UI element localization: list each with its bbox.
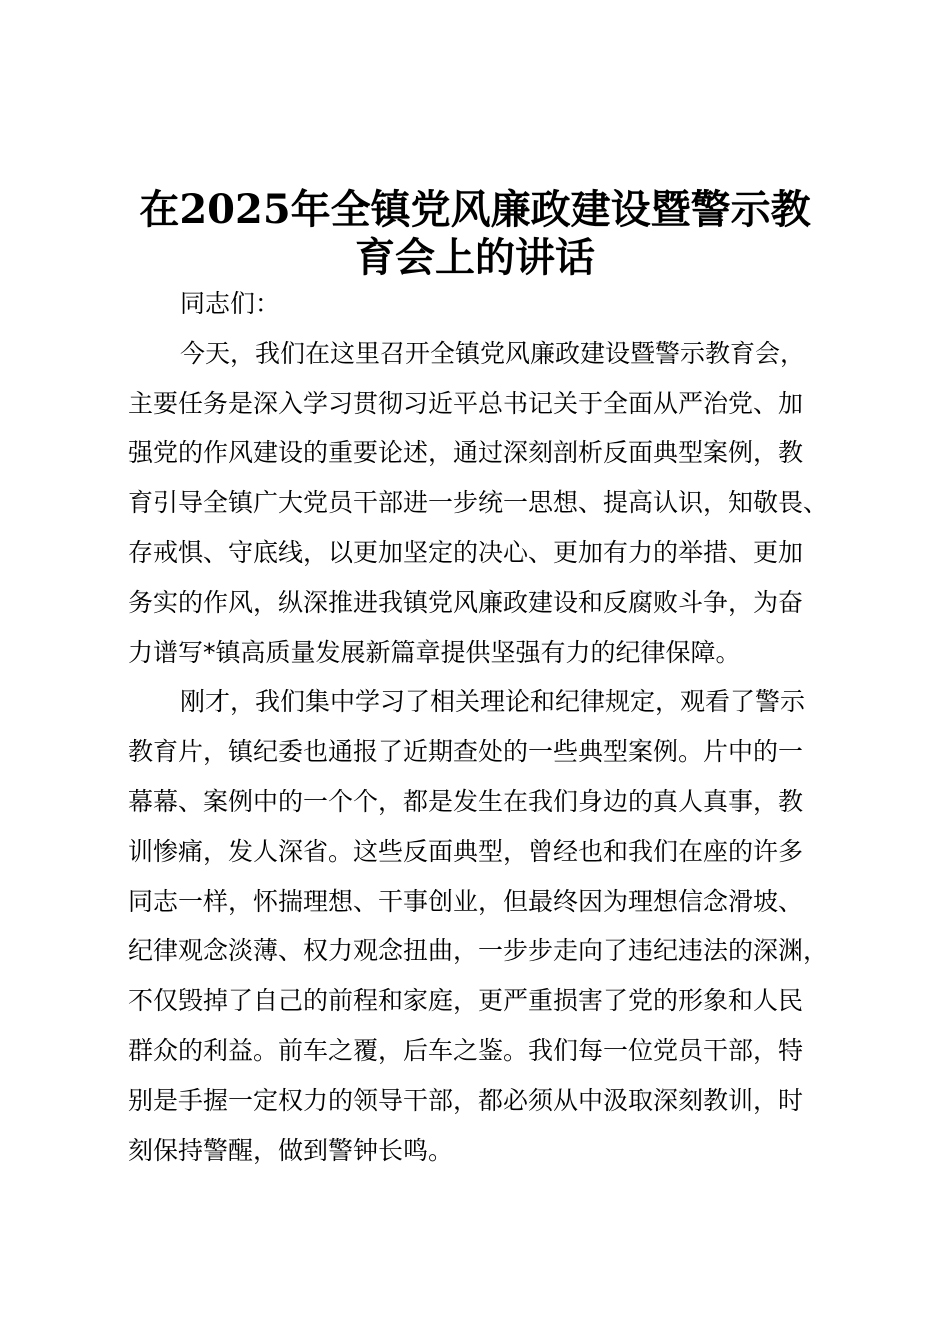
paragraph-line: 刻保持警醒，做到警钟长鸣。 bbox=[128, 1135, 454, 1165]
paragraph-2 bbox=[128, 677, 868, 1175]
paragraph-line: 别是手握一定权力的领导干部，都必须从中汲取深刻教训，时 bbox=[128, 1085, 804, 1115]
paragraph-line: 纪律观念淡薄、权力观念扭曲，一步步走向了违纪违法的深渊， bbox=[128, 936, 829, 966]
paragraph-line: 力谱写*镇高质量发展新篇章提供坚强有力的纪律保障。 bbox=[128, 637, 741, 667]
paragraph-line: 训惨痛，发人深省。这些反面典型，曾经也和我们在座的许多 bbox=[128, 836, 804, 866]
paragraph-line: 强党的作风建设的重要论述，通过深刻剖析反面典型案例，教 bbox=[128, 438, 804, 468]
document-title-line-1: 在2025年全镇党风廉政建设暨警示教 bbox=[139, 186, 811, 233]
paragraph-line: 群众的利益。前车之覆，后车之鉴。我们每一位党员干部，特 bbox=[128, 1035, 804, 1065]
paragraph-line: 教育片，镇纪委也通报了近期查处的一些典型案例。片中的一 bbox=[128, 737, 804, 767]
paragraph-line: 务实的作风，纵深推进我镇党风廉政建设和反腐败斗争，为奋 bbox=[128, 587, 804, 617]
document-title-line-2: 育会上的讲话 bbox=[355, 234, 595, 281]
document-body bbox=[128, 279, 868, 1175]
paragraph-line: 今天，我们在这里召开全镇党风廉政建设暨警示教育会， bbox=[180, 338, 806, 368]
paragraph-line: 同志一样，怀揣理想、干事创业，但最终因为理想信念滑坡、 bbox=[128, 886, 804, 916]
paragraph-line: 主要任务是深入学习贯彻习近平总书记关于全面从严治党、加 bbox=[128, 388, 804, 418]
paragraph-line: 存戒惧、守底线，以更加坚定的决心、更加有力的举措、更加 bbox=[128, 537, 804, 567]
paragraph-line: 育引导全镇广大党员干部进一步统一思想、提高认识，知敬畏、 bbox=[128, 488, 829, 518]
paragraph-1 bbox=[128, 329, 868, 678]
paragraph-line: 不仅毁掉了自己的前程和家庭，更严重损害了党的形象和人民 bbox=[128, 986, 804, 1016]
salutation: 同志们： bbox=[180, 289, 281, 318]
paragraph-line: 幕幕、案例中的一个个，都是发生在我们身边的真人真事，教 bbox=[128, 786, 804, 816]
paragraph-line: 刚才，我们集中学习了相关理论和纪律规定，观看了警示 bbox=[180, 687, 806, 717]
